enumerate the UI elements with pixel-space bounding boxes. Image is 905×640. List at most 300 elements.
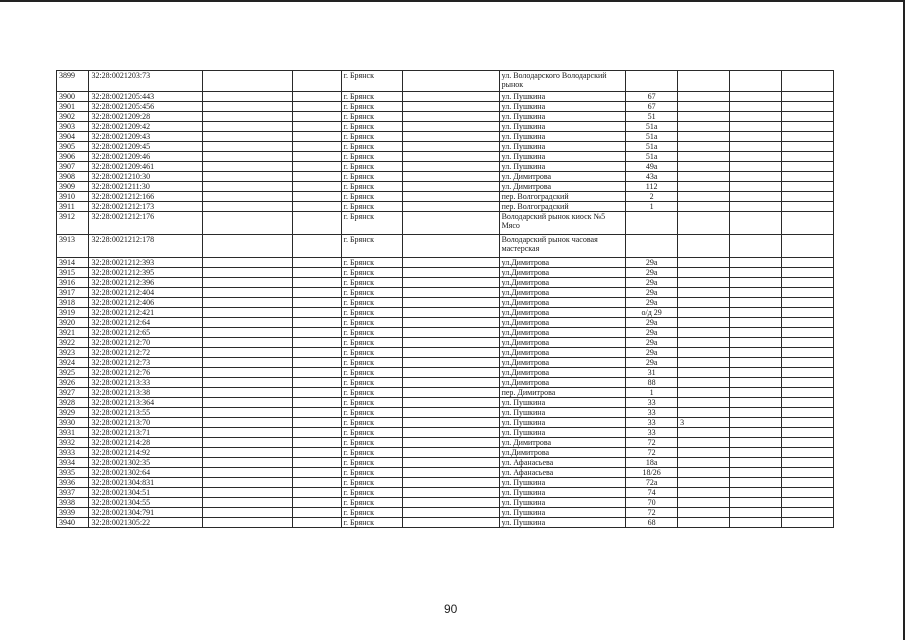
empty-cell — [403, 288, 499, 298]
empty-cell — [203, 518, 293, 528]
address-cell: пер. Волгоградский — [499, 192, 626, 202]
row-number: 3917 — [57, 288, 89, 298]
cadastral-number: 32:28:0021209:45 — [89, 142, 203, 152]
row-number: 3899 — [57, 71, 89, 92]
cadastral-number: 32:28:0021209:461 — [89, 162, 203, 172]
table-row — [57, 388, 834, 398]
empty-cell — [730, 288, 782, 298]
empty-cell — [292, 182, 341, 192]
extra-cell — [678, 408, 730, 418]
row-number: 3930 — [57, 418, 89, 428]
city-cell: г. Брянск — [341, 192, 403, 202]
city-cell: г. Брянск — [341, 388, 403, 398]
table-row — [57, 408, 834, 418]
empty-cell — [203, 328, 293, 338]
address-cell: ул.Димитрова — [499, 328, 626, 338]
cadastral-number: 32:28:0021212:406 — [89, 298, 203, 308]
empty-cell — [403, 162, 499, 172]
empty-cell — [203, 448, 293, 458]
empty-cell — [403, 458, 499, 468]
empty-cell — [292, 92, 341, 102]
cadastral-number: 32:28:0021212:393 — [89, 258, 203, 268]
empty-cell — [781, 202, 833, 212]
row-number: 3927 — [57, 388, 89, 398]
table-row — [57, 328, 834, 338]
house-number: 67 — [626, 102, 678, 112]
empty-cell — [203, 428, 293, 438]
empty-cell — [203, 338, 293, 348]
empty-cell — [730, 518, 782, 528]
extra-cell — [678, 102, 730, 112]
empty-cell — [292, 398, 341, 408]
empty-cell — [781, 122, 833, 132]
city-cell: г. Брянск — [341, 358, 403, 368]
empty-cell — [730, 398, 782, 408]
empty-cell — [781, 408, 833, 418]
house-number: 33 — [626, 398, 678, 408]
city-cell: г. Брянск — [341, 448, 403, 458]
house-number: 33 — [626, 408, 678, 418]
row-number: 3915 — [57, 268, 89, 278]
table-row — [57, 458, 834, 468]
row-number: 3918 — [57, 298, 89, 308]
extra-cell — [678, 182, 730, 192]
empty-cell — [203, 112, 293, 122]
empty-cell — [203, 298, 293, 308]
extra-cell — [678, 388, 730, 398]
empty-cell — [292, 468, 341, 478]
empty-cell — [781, 418, 833, 428]
extra-cell — [678, 288, 730, 298]
house-number — [626, 235, 678, 258]
empty-cell — [781, 358, 833, 368]
extra-cell — [678, 152, 730, 162]
address-cell: ул. Пушкина — [499, 418, 626, 428]
extra-cell — [678, 328, 730, 338]
empty-cell — [292, 308, 341, 318]
empty-cell — [292, 112, 341, 122]
empty-cell — [292, 458, 341, 468]
empty-cell — [730, 498, 782, 508]
cadastral-number: 32:28:0021212:70 — [89, 338, 203, 348]
empty-cell — [403, 132, 499, 142]
house-number: 70 — [626, 498, 678, 508]
empty-cell — [781, 192, 833, 202]
cadastral-number: 32:28:0021304:51 — [89, 488, 203, 498]
extra-cell — [678, 71, 730, 92]
extra-cell — [678, 318, 730, 328]
house-number: 1 — [626, 202, 678, 212]
empty-cell — [203, 268, 293, 278]
empty-cell — [203, 408, 293, 418]
empty-cell — [292, 478, 341, 488]
empty-cell — [203, 235, 293, 258]
empty-cell — [403, 498, 499, 508]
address-cell: ул. Пушкина — [499, 428, 626, 438]
empty-cell — [203, 488, 293, 498]
empty-cell — [403, 388, 499, 398]
empty-cell — [781, 308, 833, 318]
house-number: 72 — [626, 448, 678, 458]
extra-cell — [678, 172, 730, 182]
extra-cell — [678, 112, 730, 122]
city-cell: г. Брянск — [341, 122, 403, 132]
empty-cell — [203, 508, 293, 518]
city-cell: г. Брянск — [341, 268, 403, 278]
house-number: 51а — [626, 122, 678, 132]
empty-cell — [781, 478, 833, 488]
empty-cell — [730, 298, 782, 308]
row-number: 3903 — [57, 122, 89, 132]
empty-cell — [781, 458, 833, 468]
empty-cell — [730, 508, 782, 518]
empty-cell — [730, 448, 782, 458]
house-number: 29а — [626, 358, 678, 368]
address-cell: ул.Димитрова — [499, 318, 626, 328]
address-cell: Володарский рынок киоск №5 Мясо — [499, 212, 626, 235]
house-number: 72а — [626, 478, 678, 488]
house-number: 72 — [626, 508, 678, 518]
table-row — [57, 368, 834, 378]
empty-cell — [781, 162, 833, 172]
extra-cell — [678, 308, 730, 318]
empty-cell — [292, 71, 341, 92]
empty-cell — [292, 212, 341, 235]
address-cell: ул. Пушкина — [499, 132, 626, 142]
empty-cell — [730, 92, 782, 102]
empty-cell — [403, 71, 499, 92]
city-cell: г. Брянск — [341, 132, 403, 142]
empty-cell — [403, 428, 499, 438]
empty-cell — [292, 488, 341, 498]
house-number: 29а — [626, 288, 678, 298]
cadastral-number: 32:28:0021213:38 — [89, 388, 203, 398]
extra-cell — [678, 468, 730, 478]
empty-cell — [730, 368, 782, 378]
row-number: 3919 — [57, 308, 89, 318]
empty-cell — [292, 378, 341, 388]
empty-cell — [292, 298, 341, 308]
extra-cell — [678, 358, 730, 368]
house-number: 68 — [626, 518, 678, 528]
empty-cell — [730, 122, 782, 132]
extra-cell — [678, 162, 730, 172]
property-register-table — [56, 70, 834, 528]
cadastral-number: 32:28:0021213:55 — [89, 408, 203, 418]
house-number: 31 — [626, 368, 678, 378]
house-number: 51а — [626, 132, 678, 142]
address-cell: пер. Димитрова — [499, 388, 626, 398]
extra-cell — [678, 235, 730, 258]
empty-cell — [781, 488, 833, 498]
city-cell: г. Брянск — [341, 478, 403, 488]
extra-cell — [678, 508, 730, 518]
row-number: 3909 — [57, 182, 89, 192]
extra-cell — [678, 438, 730, 448]
empty-cell — [403, 102, 499, 112]
extra-cell — [678, 448, 730, 458]
empty-cell — [403, 92, 499, 102]
address-cell: ул.Димитрова — [499, 338, 626, 348]
house-number: 29а — [626, 338, 678, 348]
empty-cell — [781, 71, 833, 92]
city-cell: г. Брянск — [341, 468, 403, 478]
empty-cell — [403, 438, 499, 448]
table-row — [57, 192, 834, 202]
cadastral-number: 32:28:0021213:364 — [89, 398, 203, 408]
city-cell: г. Брянск — [341, 348, 403, 358]
city-cell: г. Брянск — [341, 112, 403, 122]
address-cell: ул.Димитрова — [499, 448, 626, 458]
empty-cell — [203, 348, 293, 358]
city-cell: г. Брянск — [341, 418, 403, 428]
empty-cell — [730, 268, 782, 278]
empty-cell — [781, 172, 833, 182]
empty-cell — [781, 448, 833, 458]
empty-cell — [730, 152, 782, 162]
empty-cell — [781, 328, 833, 338]
table-row — [57, 358, 834, 368]
address-cell: ул. Пушкина — [499, 498, 626, 508]
empty-cell — [781, 288, 833, 298]
city-cell: г. Брянск — [341, 308, 403, 318]
row-number: 3940 — [57, 518, 89, 528]
empty-cell — [203, 122, 293, 132]
empty-cell — [203, 142, 293, 152]
house-number: 29а — [626, 258, 678, 268]
extra-cell: 3 — [678, 418, 730, 428]
empty-cell — [403, 318, 499, 328]
empty-cell — [730, 278, 782, 288]
table-row — [57, 378, 834, 388]
empty-cell — [203, 278, 293, 288]
row-number: 3939 — [57, 508, 89, 518]
table-row — [57, 202, 834, 212]
empty-cell — [403, 518, 499, 528]
empty-cell — [292, 142, 341, 152]
cadastral-number: 32:28:0021209:28 — [89, 112, 203, 122]
empty-cell — [403, 308, 499, 318]
empty-cell — [203, 468, 293, 478]
empty-cell — [781, 152, 833, 162]
city-cell: г. Брянск — [341, 508, 403, 518]
city-cell: г. Брянск — [341, 338, 403, 348]
cadastral-number: 32:28:0021212:421 — [89, 308, 203, 318]
house-number: 67 — [626, 92, 678, 102]
row-number: 3925 — [57, 368, 89, 378]
city-cell: г. Брянск — [341, 378, 403, 388]
table-row — [57, 212, 834, 235]
city-cell: г. Брянск — [341, 202, 403, 212]
empty-cell — [730, 142, 782, 152]
house-number: 29а — [626, 348, 678, 358]
row-number: 3916 — [57, 278, 89, 288]
empty-cell — [403, 468, 499, 478]
empty-cell — [730, 202, 782, 212]
empty-cell — [781, 132, 833, 142]
city-cell: г. Брянск — [341, 328, 403, 338]
empty-cell — [730, 478, 782, 488]
empty-cell — [781, 508, 833, 518]
city-cell: г. Брянск — [341, 71, 403, 92]
empty-cell — [781, 498, 833, 508]
empty-cell — [403, 152, 499, 162]
empty-cell — [203, 438, 293, 448]
empty-cell — [203, 288, 293, 298]
empty-cell — [203, 172, 293, 182]
empty-cell — [203, 202, 293, 212]
extra-cell — [678, 298, 730, 308]
extra-cell — [678, 268, 730, 278]
extra-cell — [678, 278, 730, 288]
empty-cell — [781, 468, 833, 478]
empty-cell — [403, 192, 499, 202]
address-cell: ул.Димитрова — [499, 268, 626, 278]
city-cell: г. Брянск — [341, 498, 403, 508]
row-number: 3933 — [57, 448, 89, 458]
city-cell: г. Брянск — [341, 298, 403, 308]
empty-cell — [403, 172, 499, 182]
empty-cell — [781, 182, 833, 192]
empty-cell — [403, 478, 499, 488]
empty-cell — [730, 388, 782, 398]
empty-cell — [292, 102, 341, 112]
address-cell: ул. Пушкина — [499, 112, 626, 122]
city-cell: г. Брянск — [341, 258, 403, 268]
empty-cell — [781, 278, 833, 288]
city-cell: г. Брянск — [341, 182, 403, 192]
empty-cell — [203, 152, 293, 162]
empty-cell — [730, 408, 782, 418]
cadastral-number: 32:28:0021212:404 — [89, 288, 203, 298]
empty-cell — [781, 235, 833, 258]
address-cell: ул. Володарского Володарский рынок — [499, 71, 626, 92]
empty-cell — [292, 268, 341, 278]
empty-cell — [781, 398, 833, 408]
empty-cell — [403, 378, 499, 388]
empty-cell — [292, 388, 341, 398]
empty-cell — [403, 268, 499, 278]
table-row — [57, 318, 834, 328]
cadastral-number: 32:28:0021214:28 — [89, 438, 203, 448]
row-number: 3926 — [57, 378, 89, 388]
empty-cell — [730, 378, 782, 388]
empty-cell — [203, 418, 293, 428]
table-row — [57, 288, 834, 298]
empty-cell — [203, 92, 293, 102]
extra-cell — [678, 498, 730, 508]
row-number: 3934 — [57, 458, 89, 468]
extra-cell — [678, 458, 730, 468]
row-number: 3928 — [57, 398, 89, 408]
row-number: 3922 — [57, 338, 89, 348]
city-cell: г. Брянск — [341, 488, 403, 498]
empty-cell — [292, 338, 341, 348]
address-cell: ул. Пушкина — [499, 92, 626, 102]
city-cell: г. Брянск — [341, 428, 403, 438]
empty-cell — [730, 348, 782, 358]
table-row — [57, 348, 834, 358]
empty-cell — [203, 102, 293, 112]
cadastral-number: 32:28:0021212:65 — [89, 328, 203, 338]
cadastral-number: 32:28:0021302:35 — [89, 458, 203, 468]
empty-cell — [403, 418, 499, 428]
cadastral-number: 32:28:0021205:443 — [89, 92, 203, 102]
empty-cell — [292, 328, 341, 338]
cadastral-number: 32:28:0021213:33 — [89, 378, 203, 388]
house-number — [626, 212, 678, 235]
empty-cell — [730, 212, 782, 235]
address-cell: ул. Димитрова — [499, 438, 626, 448]
empty-cell — [730, 235, 782, 258]
city-cell: г. Брянск — [341, 212, 403, 235]
house-number: 2 — [626, 192, 678, 202]
empty-cell — [292, 122, 341, 132]
empty-cell — [403, 258, 499, 268]
cadastral-number: 32:28:0021211:30 — [89, 182, 203, 192]
row-number: 3938 — [57, 498, 89, 508]
city-cell: г. Брянск — [341, 408, 403, 418]
empty-cell — [781, 318, 833, 328]
empty-cell — [403, 142, 499, 152]
empty-cell — [403, 122, 499, 132]
empty-cell — [781, 102, 833, 112]
table-row — [57, 268, 834, 278]
city-cell: г. Брянск — [341, 152, 403, 162]
house-number: 29а — [626, 318, 678, 328]
cadastral-number: 32:28:0021304:831 — [89, 478, 203, 488]
table-row — [57, 258, 834, 268]
city-cell: г. Брянск — [341, 162, 403, 172]
empty-cell — [292, 438, 341, 448]
empty-cell — [203, 308, 293, 318]
empty-cell — [730, 112, 782, 122]
address-cell: ул. Пушкина — [499, 152, 626, 162]
table-row — [57, 142, 834, 152]
house-number: 43а — [626, 172, 678, 182]
table-row — [57, 308, 834, 318]
empty-cell — [203, 498, 293, 508]
empty-cell — [292, 408, 341, 418]
address-cell: ул. Пушкина — [499, 162, 626, 172]
empty-cell — [730, 182, 782, 192]
house-number: 1 — [626, 388, 678, 398]
cadastral-number: 32:28:0021209:42 — [89, 122, 203, 132]
empty-cell — [292, 318, 341, 328]
address-cell: ул. Пушкина — [499, 488, 626, 498]
empty-cell — [203, 368, 293, 378]
empty-cell — [403, 112, 499, 122]
row-number: 3911 — [57, 202, 89, 212]
row-number: 3931 — [57, 428, 89, 438]
empty-cell — [781, 388, 833, 398]
empty-cell — [292, 132, 341, 142]
house-number: 18/26 — [626, 468, 678, 478]
extra-cell — [678, 212, 730, 235]
address-cell: ул.Димитрова — [499, 298, 626, 308]
address-cell: пер. Волгоградский — [499, 202, 626, 212]
city-cell: г. Брянск — [341, 142, 403, 152]
table-row — [57, 498, 834, 508]
cadastral-number: 32:28:0021209:43 — [89, 132, 203, 142]
table-row — [57, 468, 834, 478]
address-cell: ул.Димитрова — [499, 308, 626, 318]
empty-cell — [781, 428, 833, 438]
empty-cell — [730, 308, 782, 318]
table-row — [57, 71, 834, 92]
extra-cell — [678, 142, 730, 152]
house-number: 49а — [626, 162, 678, 172]
